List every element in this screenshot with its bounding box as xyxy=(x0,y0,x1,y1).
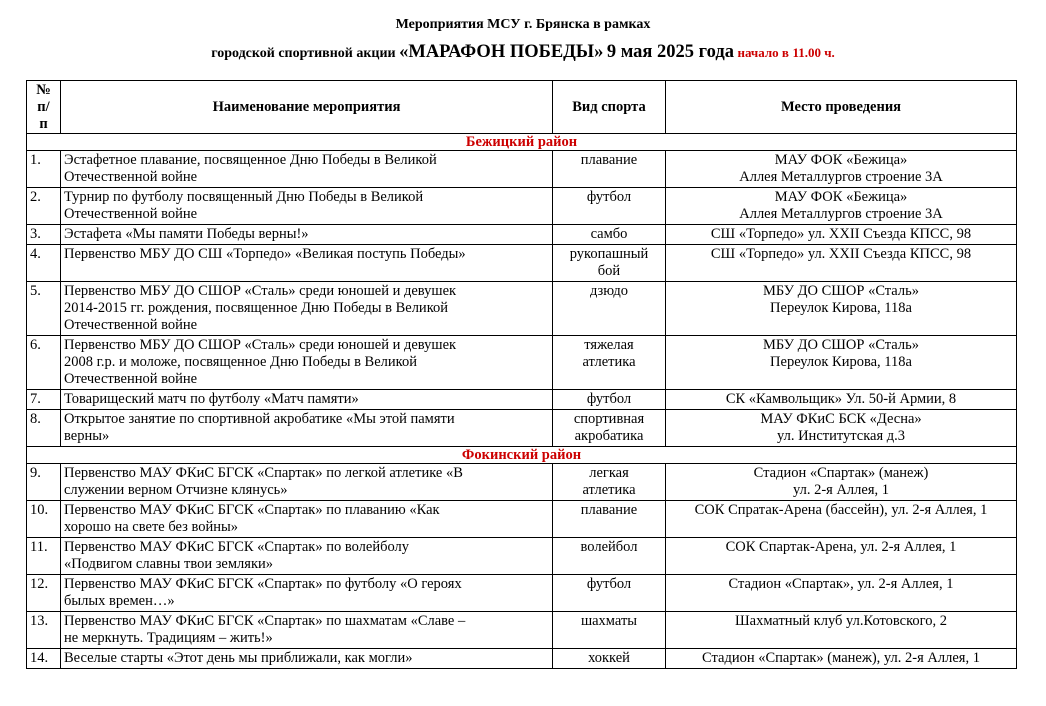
event-name xyxy=(61,464,553,501)
row-number: 8. xyxy=(27,410,61,447)
event-name-line: Турнир по футболу посвященный Дню Победы в Великой xyxy=(64,189,424,205)
sport-type-line: атлетика xyxy=(582,354,636,370)
document-title-line1: Мероприятия МСУ г. Брянска в рамках xyxy=(395,17,651,32)
event-name-line: Первенство МБУ ДО СШ «Торпедо» «Великая поступь Победы» xyxy=(64,246,466,262)
event-venue xyxy=(666,575,1017,612)
event-name-line: Отечественной войне xyxy=(64,169,198,185)
table-row xyxy=(27,390,1017,410)
event-name-line: «Подвигом славны твои земляки» xyxy=(64,556,273,572)
event-venue xyxy=(666,390,1017,410)
sport-type xyxy=(553,410,666,447)
event-name xyxy=(61,245,553,282)
event-name-line: Товарищеский матч по футболу «Матч памяти» xyxy=(64,391,359,407)
event-venue-line: МБУ ДО СШОР «Сталь» xyxy=(763,337,919,353)
table-row xyxy=(27,501,1017,538)
event-name-line: Первенство МБУ ДО СШОР «Сталь» среди юношей и девушек xyxy=(64,283,457,299)
event-venue-line: СОК Спартак-Арена, ул. 2-я Аллея, 1 xyxy=(725,539,957,555)
event-venue-line: МАУ ФОК «Бежица» xyxy=(774,189,908,205)
table-row xyxy=(27,245,1017,282)
sport-type xyxy=(553,538,666,575)
event-name-line: Первенство МАУ ФКиС БГСК «Спартак» по легкой атлетике «В xyxy=(64,465,463,481)
row-number: 12. xyxy=(27,575,61,612)
table-row xyxy=(27,649,1017,669)
row-number: 1. xyxy=(27,151,61,188)
sport-type xyxy=(553,612,666,649)
event-venue-line: Аллея Металлургов строение 3А xyxy=(739,169,943,185)
event-venue xyxy=(666,225,1017,245)
event-venue xyxy=(666,410,1017,447)
event-venue-line: Шахматный клуб ул.Котовского, 2 xyxy=(735,613,947,629)
event-name xyxy=(61,225,553,245)
event-name-line: Первенство МБУ ДО СШОР «Сталь» среди юношей и девушек xyxy=(64,337,457,353)
event-venue-line: СОК Спратак-Арена (бассейн), ул. 2-я Аллея, 1 xyxy=(694,502,988,518)
sport-type xyxy=(553,501,666,538)
event-venue xyxy=(666,612,1017,649)
row-number: 4. xyxy=(27,245,61,282)
title-prefix: городской спортивной акции xyxy=(211,46,396,61)
sport-type-line: тяжелая xyxy=(584,337,634,353)
row-number: 9. xyxy=(27,464,61,501)
event-venue-line: Переулок Кирова, 118а xyxy=(770,300,912,316)
event-name xyxy=(61,649,553,669)
event-venue-line: Аллея Металлургов строение 3А xyxy=(739,206,943,222)
event-name-line: 2008 г.р. и моложе, посвященное Дню Победы в Великой xyxy=(64,354,417,370)
sport-type-line: акробатика xyxy=(574,428,644,444)
row-number: 5. xyxy=(27,282,61,336)
table-row xyxy=(27,225,1017,245)
sport-type xyxy=(553,575,666,612)
event-name xyxy=(61,151,553,188)
event-name-line: служении верном Отчизне клянусь» xyxy=(64,482,288,498)
header-num-line: № xyxy=(36,81,51,98)
event-venue xyxy=(666,649,1017,669)
event-venue xyxy=(666,282,1017,336)
sport-type-line: самбо xyxy=(590,226,628,242)
event-venue-line: МБУ ДО СШОР «Сталь» xyxy=(763,283,919,299)
title-event-name: «МАРАФОН ПОБЕДЫ» xyxy=(399,42,604,62)
title-date: 9 мая 2025 года xyxy=(606,42,734,62)
table-row xyxy=(27,464,1017,501)
event-name-line: верны» xyxy=(64,428,110,444)
district-row xyxy=(27,447,1017,464)
table-header-row xyxy=(27,81,1017,134)
table-row xyxy=(27,538,1017,575)
row-number: 11. xyxy=(27,538,61,575)
header-sport: Вид спорта xyxy=(553,81,666,134)
event-venue-line: Стадион «Спартак» (манеж) xyxy=(753,465,929,481)
event-name xyxy=(61,188,553,225)
row-number: 7. xyxy=(27,390,61,410)
event-name-line: Отечественной войне xyxy=(64,371,198,387)
event-name xyxy=(61,575,553,612)
event-name-line: Первенство МАУ ФКиС БГСК «Спартак» по волейболу xyxy=(64,539,409,555)
event-name-line: Отечественной войне xyxy=(64,317,198,333)
sport-type-line: футбол xyxy=(586,189,632,205)
sport-type-line: легкая xyxy=(589,465,629,481)
row-number: 6. xyxy=(27,336,61,390)
table-row xyxy=(27,575,1017,612)
event-venue-line: СШ «Торпедо» ул. XXII Съезда КПСС, 98 xyxy=(710,226,972,242)
sport-type-line: спортивная xyxy=(573,411,645,427)
event-name-line: хорошо на свете без войны» xyxy=(64,519,238,535)
event-venue xyxy=(666,501,1017,538)
sport-type xyxy=(553,188,666,225)
sport-type-line: бой xyxy=(597,263,621,279)
event-name-line: Веселые старты «Этот день мы приближали, как могли» xyxy=(64,650,413,666)
table-row xyxy=(27,612,1017,649)
event-name xyxy=(61,538,553,575)
sport-type-line: рукопашный xyxy=(569,246,649,262)
event-name xyxy=(61,612,553,649)
header-num xyxy=(27,81,61,134)
event-venue-line: Стадион «Спартак», ул. 2-я Аллея, 1 xyxy=(728,576,954,592)
event-name-line: Отечественной войне xyxy=(64,206,198,222)
sport-type-line: атлетика xyxy=(582,482,636,498)
sport-type xyxy=(553,245,666,282)
district-row xyxy=(27,134,1017,151)
event-name xyxy=(61,410,553,447)
event-venue-line: ул. Институтская д.3 xyxy=(776,428,905,444)
table-row xyxy=(27,336,1017,390)
row-number: 2. xyxy=(27,188,61,225)
event-venue xyxy=(666,151,1017,188)
sport-type xyxy=(553,336,666,390)
sport-type-line: шахматы xyxy=(580,613,638,629)
event-name xyxy=(61,282,553,336)
events-table xyxy=(26,80,1017,669)
row-number: 13. xyxy=(27,612,61,649)
event-venue-line: СК «Камвольщик» Ул. 50-й Армии, 8 xyxy=(725,391,957,407)
event-name-line: Первенство МАУ ФКиС БГСК «Спартак» по плаванию «Как xyxy=(64,502,440,518)
table-row xyxy=(27,410,1017,447)
event-venue xyxy=(666,245,1017,282)
header-num-line: п/ xyxy=(37,98,50,115)
table-row xyxy=(27,188,1017,225)
event-name-line: 2014-2015 гг. рождения, посвященное Дню Победы в Великой xyxy=(64,300,449,316)
row-number: 3. xyxy=(27,225,61,245)
sport-type-line: волейбол xyxy=(580,539,638,555)
row-number: 10. xyxy=(27,501,61,538)
event-name-line: Эстафетное плавание, посвященное Дню Победы в Великой xyxy=(64,152,437,168)
sport-type-line: плавание xyxy=(580,152,638,168)
event-name-line: Эстафета «Мы памяти Победы верны!» xyxy=(64,226,309,242)
event-name-line: былых времен…» xyxy=(64,593,175,609)
event-venue-line: Переулок Кирова, 118а xyxy=(770,354,912,370)
event-venue-line: МАУ ФОК «Бежица» xyxy=(774,152,908,168)
table-body xyxy=(27,134,1017,669)
event-name xyxy=(61,336,553,390)
sport-type xyxy=(553,464,666,501)
table-row xyxy=(27,282,1017,336)
sport-type-line: плавание xyxy=(580,502,638,518)
event-venue xyxy=(666,464,1017,501)
sport-type xyxy=(553,225,666,245)
event-name-line: Открытое занятие по спортивной акробатике «Мы этой памяти xyxy=(64,411,455,427)
sport-type-line: футбол xyxy=(586,391,632,407)
title-start-time: 11.00 ч. xyxy=(792,45,835,60)
event-name xyxy=(61,501,553,538)
sport-type-line: хоккей xyxy=(588,650,630,666)
sport-type xyxy=(553,151,666,188)
document-title-line2 xyxy=(0,42,1046,63)
event-venue xyxy=(666,538,1017,575)
row-number: 14. xyxy=(27,649,61,669)
district-name: Бежицкий район xyxy=(27,134,1017,151)
district-name: Фокинский район xyxy=(27,447,1017,464)
event-venue-line: ул. 2-я Аллея, 1 xyxy=(792,482,890,498)
event-venue-line: МАУ ФКиС БСК «Десна» xyxy=(760,411,922,427)
header-place: Место проведения xyxy=(666,81,1017,134)
event-venue-line: СШ «Торпедо» ул. XXII Съезда КПСС, 98 xyxy=(710,246,972,262)
sport-type-line: футбол xyxy=(586,576,632,592)
event-name xyxy=(61,390,553,410)
table-row xyxy=(27,151,1017,188)
header-num-line: п xyxy=(39,115,48,132)
sport-type xyxy=(553,282,666,336)
sport-type-line: дзюдо xyxy=(589,283,628,299)
event-venue xyxy=(666,188,1017,225)
title-start-label: начало в xyxy=(737,45,789,60)
sport-type xyxy=(553,390,666,410)
event-name-line: Первенство МАУ ФКиС БГСК «Спартак» по футболу «О героях xyxy=(64,576,462,592)
sport-type xyxy=(553,649,666,669)
event-name-line: Первенство МАУ ФКиС БГСК «Спартак» по шахматам «Славе – xyxy=(64,613,466,629)
event-name-line: не меркнуть. Традициям – жить!» xyxy=(64,630,273,646)
header-name: Наименование мероприятия xyxy=(61,81,553,134)
event-venue-line: Стадион «Спартак» (манеж), ул. 2-я Аллея, 1 xyxy=(702,650,980,666)
event-venue xyxy=(666,336,1017,390)
